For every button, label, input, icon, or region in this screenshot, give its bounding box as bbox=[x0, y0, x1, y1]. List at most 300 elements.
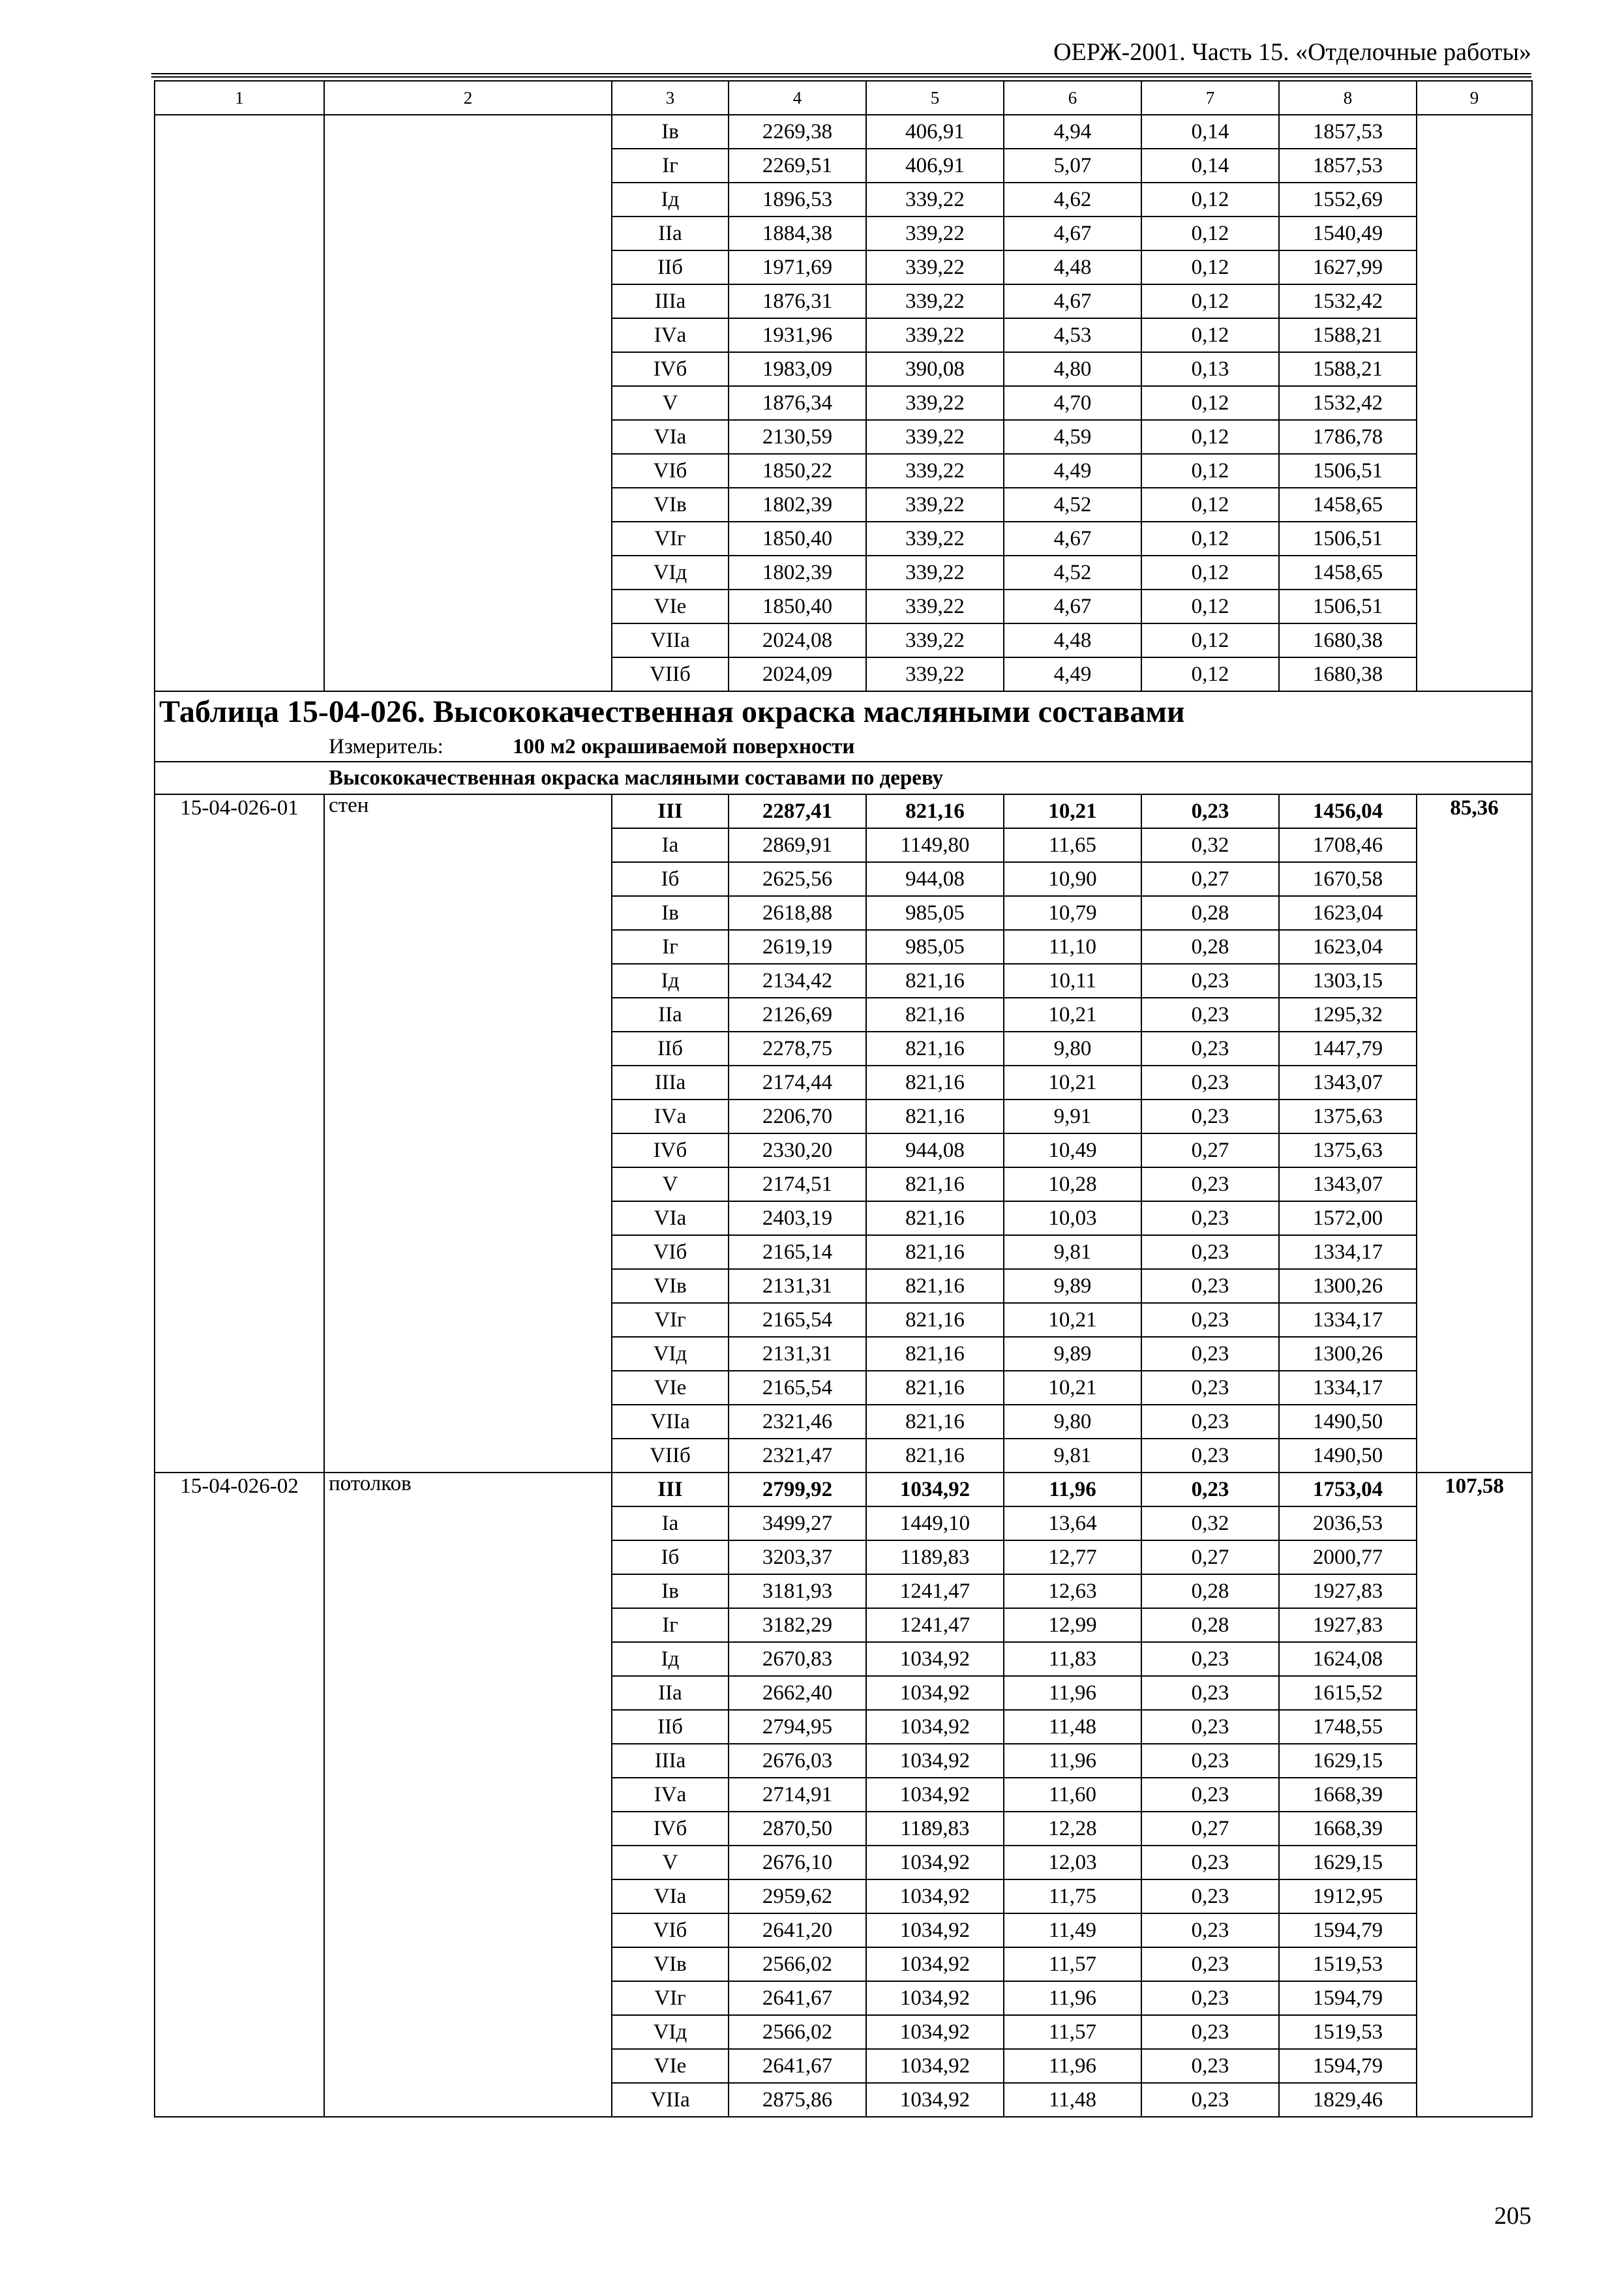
zone-cell: VIб bbox=[612, 1913, 729, 1947]
value-cell: 0,12 bbox=[1141, 657, 1279, 691]
value-cell: 390,08 bbox=[866, 352, 1004, 386]
value-cell: 11,96 bbox=[1004, 2049, 1141, 2083]
value-cell: 3182,29 bbox=[729, 1608, 866, 1642]
value-cell: 821,16 bbox=[866, 1167, 1004, 1201]
zone-cell: VIIа bbox=[612, 2083, 729, 2117]
value-cell: 10,79 bbox=[1004, 896, 1141, 930]
value-cell: 1375,63 bbox=[1279, 1133, 1417, 1167]
value-cell: 0,23 bbox=[1141, 2015, 1279, 2049]
value-cell: 406,91 bbox=[866, 115, 1004, 149]
value-cell: 1876,31 bbox=[729, 284, 866, 318]
value-cell: 821,16 bbox=[866, 1100, 1004, 1133]
value-cell: 1447,79 bbox=[1279, 1032, 1417, 1066]
value-cell: 944,08 bbox=[866, 862, 1004, 896]
column-number: 5 bbox=[866, 81, 1004, 115]
value-cell: 821,16 bbox=[866, 998, 1004, 1032]
value-cell: 1034,92 bbox=[866, 1947, 1004, 1981]
value-cell: 9,89 bbox=[1004, 1337, 1141, 1371]
value-cell: 1034,92 bbox=[866, 2083, 1004, 2117]
value-cell: 0,23 bbox=[1141, 1032, 1279, 1066]
column-number-row bbox=[155, 81, 1532, 115]
value-cell: 4,67 bbox=[1004, 284, 1141, 318]
value-cell: 2875,86 bbox=[729, 2083, 866, 2117]
value-cell: 2321,46 bbox=[729, 1405, 866, 1439]
value-cell: 1572,00 bbox=[1279, 1201, 1417, 1235]
zone-cell: VIв bbox=[612, 488, 729, 522]
value-cell: 4,52 bbox=[1004, 488, 1141, 522]
zone-cell: VIIб bbox=[612, 1439, 729, 1473]
value-cell: 0,12 bbox=[1141, 217, 1279, 250]
value-cell: 821,16 bbox=[866, 1201, 1004, 1235]
value-cell: 339,22 bbox=[866, 284, 1004, 318]
header-rule bbox=[151, 73, 1531, 74]
value-cell: 1615,52 bbox=[1279, 1676, 1417, 1710]
value-cell: 0,12 bbox=[1141, 250, 1279, 284]
value-cell: 2131,31 bbox=[729, 1337, 866, 1371]
zone-cell: Iб bbox=[612, 862, 729, 896]
value-cell: 0,27 bbox=[1141, 862, 1279, 896]
value-cell: 2131,31 bbox=[729, 1269, 866, 1303]
value-cell: 1623,04 bbox=[1279, 896, 1417, 930]
value-cell: 2714,91 bbox=[729, 1778, 866, 1812]
value-cell: 10,90 bbox=[1004, 862, 1141, 896]
value-cell: 1850,22 bbox=[729, 454, 866, 488]
value-cell: 1506,51 bbox=[1279, 522, 1417, 556]
zone-cell: VIа bbox=[612, 1879, 729, 1913]
value-cell: 1931,96 bbox=[729, 318, 866, 352]
value-cell: 3203,37 bbox=[729, 1540, 866, 1574]
zone-cell: VIг bbox=[612, 1303, 729, 1337]
zone-cell: IIа bbox=[612, 1676, 729, 1710]
value-cell: 821,16 bbox=[866, 1269, 1004, 1303]
value-cell: 2566,02 bbox=[729, 1947, 866, 1981]
value-cell: 11,57 bbox=[1004, 1947, 1141, 1981]
item-code: 15-04-026-02 bbox=[155, 1473, 324, 2117]
value-cell: 2165,14 bbox=[729, 1235, 866, 1269]
value-cell: 0,12 bbox=[1141, 318, 1279, 352]
zone-cell: VIг bbox=[612, 1981, 729, 2015]
value-cell: 11,96 bbox=[1004, 1744, 1141, 1778]
zone-cell: V bbox=[612, 1167, 729, 1201]
value-cell: 4,52 bbox=[1004, 556, 1141, 590]
value-cell: 3181,93 bbox=[729, 1574, 866, 1608]
value-cell: 0,27 bbox=[1141, 1133, 1279, 1167]
value-cell: 12,77 bbox=[1004, 1540, 1141, 1574]
zone-cell: Iв bbox=[612, 1574, 729, 1608]
value-cell: 2870,50 bbox=[729, 1812, 866, 1846]
table-title: Таблица 15-04-026. Высококачественная окраска масляными составами bbox=[159, 694, 1185, 729]
value-cell: 11,10 bbox=[1004, 930, 1141, 964]
value-cell: 0,14 bbox=[1141, 149, 1279, 183]
value-cell: 1519,53 bbox=[1279, 1947, 1417, 1981]
value-cell: 0,23 bbox=[1141, 1744, 1279, 1778]
value-cell: 339,22 bbox=[866, 454, 1004, 488]
running-header: ОЕРЖ-2001. Часть 15. «Отделочные работы» bbox=[1053, 38, 1531, 66]
measure-cell bbox=[155, 732, 1532, 762]
value-cell: 1034,92 bbox=[866, 1981, 1004, 2015]
zone-cell: VIд bbox=[612, 2015, 729, 2049]
value-cell: 0,28 bbox=[1141, 1574, 1279, 1608]
value-cell: 1912,95 bbox=[1279, 1879, 1417, 1913]
value-cell: 2321,47 bbox=[729, 1439, 866, 1473]
value-cell: 0,12 bbox=[1141, 420, 1279, 454]
value-cell: 0,23 bbox=[1141, 998, 1279, 1032]
value-cell: 3499,27 bbox=[729, 1506, 866, 1540]
value-cell: 2165,54 bbox=[729, 1303, 866, 1337]
value-cell: 2000,77 bbox=[1279, 1540, 1417, 1574]
value-cell: 1588,21 bbox=[1279, 352, 1417, 386]
value-cell: 339,22 bbox=[866, 556, 1004, 590]
zone-cell: VIв bbox=[612, 1269, 729, 1303]
value-cell: 0,23 bbox=[1141, 1947, 1279, 1981]
value-cell: 2662,40 bbox=[729, 1676, 866, 1710]
value-cell: 10,21 bbox=[1004, 794, 1141, 828]
value-cell: 12,28 bbox=[1004, 1812, 1141, 1846]
value-cell: 821,16 bbox=[866, 1405, 1004, 1439]
item-value9: 85,36 bbox=[1417, 794, 1532, 1473]
value-cell: 0,23 bbox=[1141, 1439, 1279, 1473]
value-cell: 339,22 bbox=[866, 420, 1004, 454]
zone-cell: IIIа bbox=[612, 284, 729, 318]
value-cell: 5,07 bbox=[1004, 149, 1141, 183]
zone-cell: IVб bbox=[612, 1812, 729, 1846]
value-cell: 2024,08 bbox=[729, 623, 866, 657]
value-cell: 1623,04 bbox=[1279, 930, 1417, 964]
column-number: 6 bbox=[1004, 81, 1141, 115]
value-cell: 2269,51 bbox=[729, 149, 866, 183]
value-cell: 2959,62 bbox=[729, 1879, 866, 1913]
value-cell: 2287,41 bbox=[729, 794, 866, 828]
value-cell: 0,23 bbox=[1141, 1778, 1279, 1812]
value-cell: 1594,79 bbox=[1279, 1981, 1417, 2015]
zone-cell: Iг bbox=[612, 149, 729, 183]
value-cell: 821,16 bbox=[866, 1439, 1004, 1473]
value-cell: 1034,92 bbox=[866, 1642, 1004, 1676]
value-cell: 0,23 bbox=[1141, 1913, 1279, 1947]
value-cell: 1629,15 bbox=[1279, 1846, 1417, 1879]
value-cell: 4,94 bbox=[1004, 115, 1141, 149]
value-cell: 2676,03 bbox=[729, 1744, 866, 1778]
value-cell: 1629,15 bbox=[1279, 1744, 1417, 1778]
value-cell: 0,27 bbox=[1141, 1540, 1279, 1574]
zone-cell: Iд bbox=[612, 183, 729, 217]
value-cell: 10,03 bbox=[1004, 1201, 1141, 1235]
value-cell: 11,96 bbox=[1004, 1676, 1141, 1710]
value-cell: 0,23 bbox=[1141, 1710, 1279, 1744]
value-cell: 339,22 bbox=[866, 250, 1004, 284]
value-cell: 1034,92 bbox=[866, 1710, 1004, 1744]
value-cell: 339,22 bbox=[866, 657, 1004, 691]
value-cell: 1857,53 bbox=[1279, 149, 1417, 183]
value-cell: 339,22 bbox=[866, 318, 1004, 352]
value-cell: 10,21 bbox=[1004, 1303, 1141, 1337]
value-cell: 1490,50 bbox=[1279, 1405, 1417, 1439]
section-row bbox=[155, 762, 1532, 794]
zone-cell: IIIа bbox=[612, 1744, 729, 1778]
value-cell: 1532,42 bbox=[1279, 284, 1417, 318]
value-cell: 2641,67 bbox=[729, 2049, 866, 2083]
value-cell: 1519,53 bbox=[1279, 2015, 1417, 2049]
column-number: 4 bbox=[729, 81, 866, 115]
column-number: 9 bbox=[1417, 81, 1532, 115]
value-cell: 1624,08 bbox=[1279, 1642, 1417, 1676]
zone-cell: VIе bbox=[612, 590, 729, 623]
table-row bbox=[155, 794, 1532, 828]
value9-cell bbox=[1417, 115, 1532, 691]
value-cell: 11,48 bbox=[1004, 2083, 1141, 2117]
value-cell: 2024,09 bbox=[729, 657, 866, 691]
value-cell: 1241,47 bbox=[866, 1574, 1004, 1608]
value-cell: 1189,83 bbox=[866, 1812, 1004, 1846]
value-cell: 1506,51 bbox=[1279, 454, 1417, 488]
value-cell: 2676,10 bbox=[729, 1846, 866, 1879]
value-cell: 1490,50 bbox=[1279, 1439, 1417, 1473]
value-cell: 1594,79 bbox=[1279, 1913, 1417, 1947]
table-title-row bbox=[155, 691, 1532, 732]
value-cell: 0,23 bbox=[1141, 1303, 1279, 1337]
zone-cell: IVб bbox=[612, 1133, 729, 1167]
value-cell: 1241,47 bbox=[866, 1608, 1004, 1642]
value-cell: 2130,59 bbox=[729, 420, 866, 454]
value-cell: 9,81 bbox=[1004, 1235, 1141, 1269]
value-cell: 821,16 bbox=[866, 794, 1004, 828]
header-rule-double bbox=[151, 76, 1531, 78]
column-number: 2 bbox=[324, 81, 612, 115]
value-cell: 0,23 bbox=[1141, 1269, 1279, 1303]
item-name: потолков bbox=[324, 1473, 612, 2117]
value-cell: 1334,17 bbox=[1279, 1371, 1417, 1405]
value-cell: 1334,17 bbox=[1279, 1235, 1417, 1269]
value-cell: 0,23 bbox=[1141, 794, 1279, 828]
item-code: 15-04-026-01 bbox=[155, 794, 324, 1473]
value-cell: 10,28 bbox=[1004, 1167, 1141, 1201]
value-cell: 2134,42 bbox=[729, 964, 866, 998]
value-cell: 1896,53 bbox=[729, 183, 866, 217]
value-cell: 11,75 bbox=[1004, 1879, 1141, 1913]
value-cell: 2794,95 bbox=[729, 1710, 866, 1744]
value-cell: 339,22 bbox=[866, 217, 1004, 250]
value-cell: 2036,53 bbox=[1279, 1506, 1417, 1540]
value-cell: 1034,92 bbox=[866, 1913, 1004, 1947]
value-cell: 0,12 bbox=[1141, 556, 1279, 590]
value-cell: 0,23 bbox=[1141, 2083, 1279, 2117]
value-cell: 1034,92 bbox=[866, 2015, 1004, 2049]
value-cell: 1300,26 bbox=[1279, 1337, 1417, 1371]
value-cell: 10,21 bbox=[1004, 998, 1141, 1032]
zone-cell: Iг bbox=[612, 1608, 729, 1642]
zone-cell: VIа bbox=[612, 420, 729, 454]
value-cell: 10,49 bbox=[1004, 1133, 1141, 1167]
value-cell: 339,22 bbox=[866, 590, 1004, 623]
zone-cell: IVа bbox=[612, 318, 729, 352]
name-cell bbox=[324, 115, 612, 691]
value-cell: 0,23 bbox=[1141, 1235, 1279, 1269]
measure-label: Измеритель: bbox=[329, 734, 444, 758]
value-cell: 4,48 bbox=[1004, 250, 1141, 284]
measure-row bbox=[155, 732, 1532, 762]
zone-cell: IIIа bbox=[612, 1066, 729, 1100]
value-cell: 0,23 bbox=[1141, 1642, 1279, 1676]
value-cell: 4,67 bbox=[1004, 217, 1141, 250]
value-cell: 821,16 bbox=[866, 1032, 1004, 1066]
zone-cell: VIб bbox=[612, 454, 729, 488]
zone-cell: Iв bbox=[612, 115, 729, 149]
value-cell: 0,14 bbox=[1141, 115, 1279, 149]
value-cell: 1540,49 bbox=[1279, 217, 1417, 250]
value-cell: 2670,83 bbox=[729, 1642, 866, 1676]
zone-cell: VIIа bbox=[612, 623, 729, 657]
value-cell: 1034,92 bbox=[866, 1778, 1004, 1812]
value-cell: 1668,39 bbox=[1279, 1812, 1417, 1846]
value-cell: 1034,92 bbox=[866, 1879, 1004, 1913]
value-cell: 821,16 bbox=[866, 1303, 1004, 1337]
value-cell: 0,12 bbox=[1141, 488, 1279, 522]
value-cell: 0,27 bbox=[1141, 1812, 1279, 1846]
value-cell: 339,22 bbox=[866, 183, 1004, 217]
value-cell: 0,23 bbox=[1141, 1201, 1279, 1235]
value-cell: 1884,38 bbox=[729, 217, 866, 250]
zone-cell: VIе bbox=[612, 1371, 729, 1405]
zone-cell: VIа bbox=[612, 1201, 729, 1235]
value-cell: 339,22 bbox=[866, 623, 1004, 657]
value-cell: 1149,80 bbox=[866, 828, 1004, 862]
zone-cell: III bbox=[612, 1473, 729, 1506]
value-cell: 1034,92 bbox=[866, 1744, 1004, 1778]
value-cell: 11,65 bbox=[1004, 828, 1141, 862]
value-cell: 1458,65 bbox=[1279, 556, 1417, 590]
value-cell: 11,48 bbox=[1004, 1710, 1141, 1744]
page-number: 205 bbox=[1494, 2202, 1531, 2230]
column-number: 1 bbox=[155, 81, 324, 115]
value-cell: 10,11 bbox=[1004, 964, 1141, 998]
value-cell: 1857,53 bbox=[1279, 115, 1417, 149]
value-cell: 4,49 bbox=[1004, 454, 1141, 488]
value-cell: 12,63 bbox=[1004, 1574, 1141, 1608]
zone-cell: IVа bbox=[612, 1100, 729, 1133]
price-table bbox=[154, 80, 1533, 2117]
value-cell: 0,12 bbox=[1141, 284, 1279, 318]
table-row bbox=[155, 115, 1532, 149]
column-number: 7 bbox=[1141, 81, 1279, 115]
zone-cell: VIIа bbox=[612, 1405, 729, 1439]
value-cell: 1748,55 bbox=[1279, 1710, 1417, 1744]
value-cell: 1456,04 bbox=[1279, 794, 1417, 828]
code-cell bbox=[155, 115, 324, 691]
value-cell: 0,23 bbox=[1141, 1337, 1279, 1371]
value-cell: 1876,34 bbox=[729, 386, 866, 420]
value-cell: 0,32 bbox=[1141, 1506, 1279, 1540]
value-cell: 2206,70 bbox=[729, 1100, 866, 1133]
value-cell: 0,23 bbox=[1141, 1066, 1279, 1100]
value-cell: 0,23 bbox=[1141, 1167, 1279, 1201]
value-cell: 1506,51 bbox=[1279, 590, 1417, 623]
value-cell: 10,21 bbox=[1004, 1371, 1141, 1405]
value-cell: 0,23 bbox=[1141, 1846, 1279, 1879]
value-cell: 1802,39 bbox=[729, 488, 866, 522]
value-cell: 821,16 bbox=[866, 1066, 1004, 1100]
zone-cell: V bbox=[612, 386, 729, 420]
value-cell: 821,16 bbox=[866, 1371, 1004, 1405]
value-cell: 0,23 bbox=[1141, 1879, 1279, 1913]
value-cell: 1927,83 bbox=[1279, 1608, 1417, 1642]
value-cell: 2618,88 bbox=[729, 896, 866, 930]
value-cell: 4,70 bbox=[1004, 386, 1141, 420]
value-cell: 10,21 bbox=[1004, 1066, 1141, 1100]
zone-cell: Iб bbox=[612, 1540, 729, 1574]
section-title: Высококачественная окраска масляными составами по дереву bbox=[155, 762, 1532, 794]
zone-cell: VIг bbox=[612, 522, 729, 556]
value-cell: 1034,92 bbox=[866, 1473, 1004, 1506]
value-cell: 821,16 bbox=[866, 964, 1004, 998]
value-cell: 2126,69 bbox=[729, 998, 866, 1032]
value-cell: 1971,69 bbox=[729, 250, 866, 284]
zone-cell: Iа bbox=[612, 828, 729, 862]
zone-cell: V bbox=[612, 1846, 729, 1879]
value-cell: 1588,21 bbox=[1279, 318, 1417, 352]
value-cell: 985,05 bbox=[866, 896, 1004, 930]
value-cell: 0,28 bbox=[1141, 930, 1279, 964]
item-name: стен bbox=[324, 794, 612, 1473]
value-cell: 9,80 bbox=[1004, 1032, 1141, 1066]
value-cell: 0,12 bbox=[1141, 623, 1279, 657]
table-row bbox=[155, 1473, 1532, 1506]
value-cell: 2641,67 bbox=[729, 1981, 866, 2015]
value-cell: 1034,92 bbox=[866, 1846, 1004, 1879]
value-cell: 1829,46 bbox=[1279, 2083, 1417, 2117]
item-value9: 107,58 bbox=[1417, 1473, 1532, 2117]
value-cell: 406,91 bbox=[866, 149, 1004, 183]
value-cell: 11,96 bbox=[1004, 1981, 1141, 2015]
value-cell: 9,81 bbox=[1004, 1439, 1141, 1473]
value-cell: 1850,40 bbox=[729, 522, 866, 556]
measure-value: 100 м2 окрашиваемой поверхности bbox=[513, 734, 855, 758]
value-cell: 2625,56 bbox=[729, 862, 866, 896]
zone-cell: IVб bbox=[612, 352, 729, 386]
value-cell: 1680,38 bbox=[1279, 623, 1417, 657]
value-cell: 0,28 bbox=[1141, 896, 1279, 930]
value-cell: 1449,10 bbox=[866, 1506, 1004, 1540]
value-cell: 339,22 bbox=[866, 386, 1004, 420]
zone-cell: IIб bbox=[612, 250, 729, 284]
value-cell: 0,23 bbox=[1141, 1405, 1279, 1439]
value-cell: 1034,92 bbox=[866, 2049, 1004, 2083]
value-cell: 1753,04 bbox=[1279, 1473, 1417, 1506]
value-cell: 11,60 bbox=[1004, 1778, 1141, 1812]
value-cell: 2278,75 bbox=[729, 1032, 866, 1066]
value-cell: 0,23 bbox=[1141, 2049, 1279, 2083]
value-cell: 12,03 bbox=[1004, 1846, 1141, 1879]
value-cell: 821,16 bbox=[866, 1235, 1004, 1269]
value-cell: 1786,78 bbox=[1279, 420, 1417, 454]
value-cell: 1295,32 bbox=[1279, 998, 1417, 1032]
value-cell: 0,12 bbox=[1141, 522, 1279, 556]
zone-cell: IIб bbox=[612, 1710, 729, 1744]
value-cell: 4,48 bbox=[1004, 623, 1141, 657]
column-number: 3 bbox=[612, 81, 729, 115]
value-cell: 339,22 bbox=[866, 488, 1004, 522]
value-cell: 1594,79 bbox=[1279, 2049, 1417, 2083]
value-cell: 1927,83 bbox=[1279, 1574, 1417, 1608]
value-cell: 11,83 bbox=[1004, 1642, 1141, 1676]
value-cell: 2174,44 bbox=[729, 1066, 866, 1100]
zone-cell: Iд bbox=[612, 1642, 729, 1676]
value-cell: 1189,83 bbox=[866, 1540, 1004, 1574]
value-cell: 0,28 bbox=[1141, 1608, 1279, 1642]
table-title-cell bbox=[155, 691, 1532, 732]
value-cell: 1334,17 bbox=[1279, 1303, 1417, 1337]
value-cell: 944,08 bbox=[866, 1133, 1004, 1167]
value-cell: 1850,40 bbox=[729, 590, 866, 623]
